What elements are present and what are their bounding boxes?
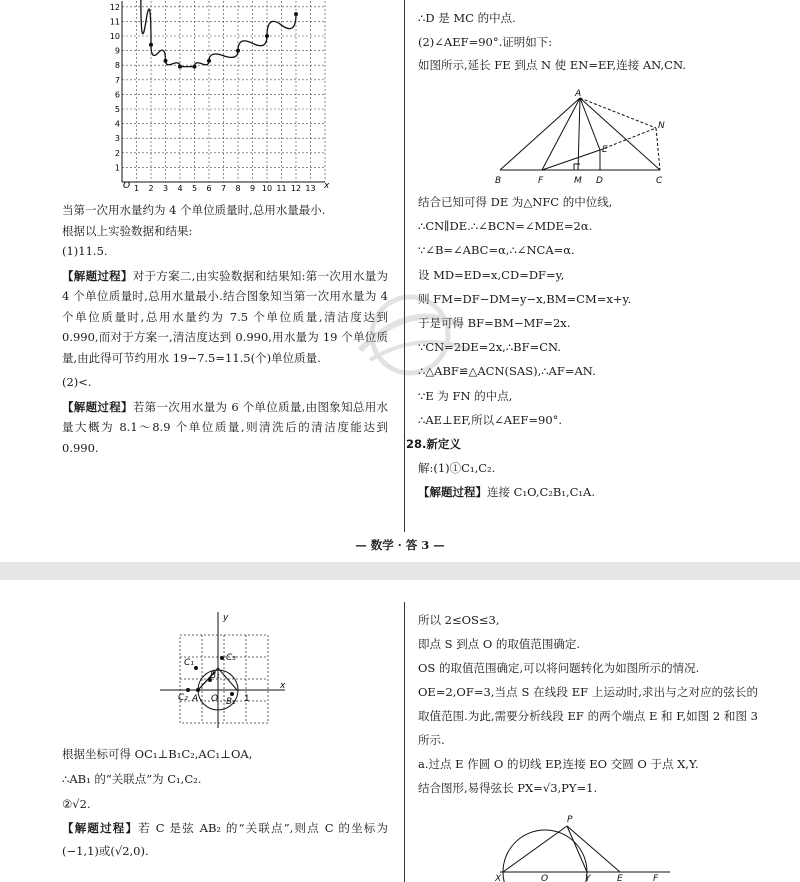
solution-label: 【解题过程】	[62, 399, 133, 414]
label-x: x	[280, 681, 286, 691]
tangent-figure	[495, 810, 675, 882]
question-28-heading: 28.新定义	[406, 437, 461, 452]
proof-line: ∴CN∥DE.∴∠BCN=∠MDE=2α.	[418, 219, 593, 234]
page2-right-text	[418, 608, 758, 800]
x-tick-label: 2	[148, 184, 154, 193]
x-axis-ticks	[134, 184, 316, 193]
x-tick-label: 1	[133, 184, 140, 193]
label-E: E	[602, 145, 608, 155]
coordinate-circle-figure	[160, 610, 290, 730]
data-points	[149, 12, 298, 69]
label-C1: C₁	[184, 658, 194, 668]
text-line: 即点 S 到点 O 的取值范围确定.	[418, 637, 581, 651]
label-M: M	[574, 176, 582, 186]
watermark-logo	[330, 290, 490, 380]
x-tick-label: 9	[249, 184, 256, 193]
data-point	[193, 65, 197, 69]
data-point	[149, 43, 153, 47]
y-tick-label: 5	[114, 105, 120, 114]
y-tick-label: 3	[114, 134, 120, 144]
x-tick-label: 3	[162, 184, 169, 193]
label-F: F	[653, 874, 659, 882]
triangle-figure	[490, 88, 680, 188]
x-axis-label: x	[324, 181, 330, 191]
label-O: O	[211, 694, 219, 704]
solution-text: 若 C 是弦 AB₂ 的“关联点”,则点 C 的坐标为(−1,1)或(√2,0).	[62, 821, 389, 858]
data-point	[164, 59, 168, 63]
solution-paragraph-2	[62, 397, 388, 459]
proof-line: ∵E 为 FN 的中点,	[418, 388, 513, 403]
text-line: ②√2.	[62, 797, 91, 811]
answer-2: (2)<.	[62, 375, 92, 389]
label-O: O	[541, 874, 549, 882]
water-usage-graph	[110, 0, 335, 200]
proof-line: ∴AE⊥EF,所以∠AEF=90°.	[418, 412, 563, 427]
x-tick-label: 5	[191, 184, 198, 193]
label-B: B	[495, 176, 502, 186]
x-tick-label: 13	[305, 184, 316, 193]
page2-left-text	[62, 742, 388, 863]
solution-28	[418, 480, 758, 504]
text-line: 根据以上实验数据和结果:	[62, 223, 193, 238]
column-divider	[404, 0, 405, 532]
proof-line: 设 MD=ED=x,CD=DF=y,	[418, 267, 565, 282]
text-line: a.过点 E 作圆 O 的切线 EP,连接 EO 交圆 O 于点 X,Y.	[418, 757, 699, 771]
proof-line: ∵∠B=∠ABC=α,∴∠NCA=α.	[418, 243, 575, 258]
graph-grid	[122, 1, 325, 182]
proof-line: ∵CN=2DE=2x,∴BF=CN.	[418, 340, 562, 355]
page-footer: — 数学 · 答 3 —	[355, 538, 445, 552]
text-line: (1)11.5.	[62, 244, 108, 258]
text-line: 根据坐标可得 OC₁⊥B₁C₂,AC₁⊥OA,	[62, 747, 253, 761]
y-tick-label: 10	[110, 32, 120, 41]
y-axis-ticks	[110, 3, 120, 173]
text-line: OS 的取值范围确定,可以将问题转化为如图所示的情况.	[418, 661, 700, 675]
label-N: N	[658, 121, 665, 131]
column-divider	[404, 602, 405, 882]
x-tick-label: 8	[235, 184, 241, 193]
solution-text: 对于方案二,由实验数据和结果知:第一次用水量为 4 个单位质量时,总用水量最小.结合图象知当第一次用水量为 4 个单位质量时,总用水量约为 7.5 个单位质量,清洁度达到 0.990,而对于方案一,清洁度达到 0.990,用水量为 19 个单位质量,由此得可节约用水 19−7.5=11.5(个)单位质量.	[62, 268, 389, 365]
label-Y: Y	[585, 874, 591, 882]
solution-label: 【解题过程】	[418, 485, 487, 500]
proof-line: 结合已知可得 DE 为△NFC 的中位线,	[418, 195, 613, 209]
y-tick-label: 8	[114, 61, 120, 71]
y-tick-label: 1	[114, 163, 120, 173]
data-point	[265, 34, 269, 38]
solution-text: 连接 C₁O,C₂B₁,C₁A.	[487, 485, 595, 500]
solution-text: 若第一次用水量为 6 个单位质量,由图象知总用水量大概为 8.1～8.9 个单位质量,则清洗后的清洁度能达到 0.990.	[62, 399, 389, 455]
label-1: 1	[244, 694, 250, 704]
proof-line: 则 FM=DF−DM=y−x,BM=CM=x+y.	[418, 291, 632, 306]
right-column-text	[418, 8, 758, 76]
y-tick-label: 12	[110, 2, 120, 12]
data-point	[207, 59, 211, 63]
x-tick-label: 4	[177, 184, 183, 193]
label-P: P	[567, 815, 573, 825]
y-tick-label: 4	[114, 119, 120, 129]
proof-line: 于是可得 BF=BM−MF=2x.	[418, 316, 571, 331]
data-point	[294, 12, 298, 16]
solution-paragraph	[62, 817, 388, 863]
answer-page-4	[0, 580, 800, 882]
label-C: C	[656, 176, 663, 186]
label-A: A	[192, 694, 199, 704]
text-line: ∴D 是 MC 的中点.	[418, 11, 516, 25]
x-tick-label: 11	[276, 184, 287, 193]
label-A: A	[575, 89, 582, 99]
text-line: 所以 2≤OS≤3,	[418, 613, 500, 627]
text-line: (2)∠AEF=90°.证明如下:	[418, 34, 553, 49]
proof-line: ∴△ABF≌△ACN(SAS),∴AF=AN.	[418, 364, 596, 379]
label-B2: B₂	[226, 697, 236, 707]
label-B1: B₁	[210, 671, 220, 681]
origin-label: O	[123, 181, 131, 191]
x-tick-label: 10	[261, 184, 273, 193]
text-line: 当第一次用水量约为 4 个单位质量时,总用水量最小.	[62, 203, 326, 217]
usage-curve	[141, 0, 296, 67]
y-tick-label: 7	[114, 75, 120, 85]
text-paragraph: OE=2,OF=3,当点 S 在线段 EF 上运动时,求出与之对应的弦长的取值范围.为此,需要分析线段 EF 的两个端点 E 和 F,如图 2 和图 3 所示.	[418, 685, 758, 747]
label-C3: C₃	[226, 653, 236, 663]
label-F: F	[538, 176, 544, 186]
label-C2: C₂	[178, 693, 188, 703]
x-tick-label: 6	[206, 184, 212, 193]
text-line: 结合图形,易得弦长 PX=√3,PY=1.	[418, 781, 598, 795]
y-tick-label: 11	[110, 17, 120, 27]
label-X: X	[495, 874, 502, 882]
answer-28: 解:(1)①C₁,C₂.	[418, 461, 496, 476]
data-point	[178, 65, 182, 69]
text-line: ∴AB₁ 的“关联点”为 C₁,C₂.	[62, 772, 202, 786]
solution-label: 【解题过程】	[62, 821, 139, 835]
y-tick-label: 9	[114, 46, 120, 56]
label-y: y	[223, 613, 229, 623]
page-gap	[0, 562, 800, 580]
text-line: 如图所示,延长 FE 到点 N 使 EN=EF,连接 AN,CN.	[418, 58, 686, 72]
label-D: D	[596, 176, 603, 186]
y-tick-label: 2	[114, 148, 120, 158]
label-E: E	[617, 874, 623, 882]
y-tick-label: 6	[114, 90, 120, 100]
x-tick-label: 12	[290, 184, 302, 193]
solution-label: 【解题过程】	[62, 268, 133, 283]
x-tick-label: 7	[220, 184, 227, 193]
data-point	[236, 49, 240, 53]
